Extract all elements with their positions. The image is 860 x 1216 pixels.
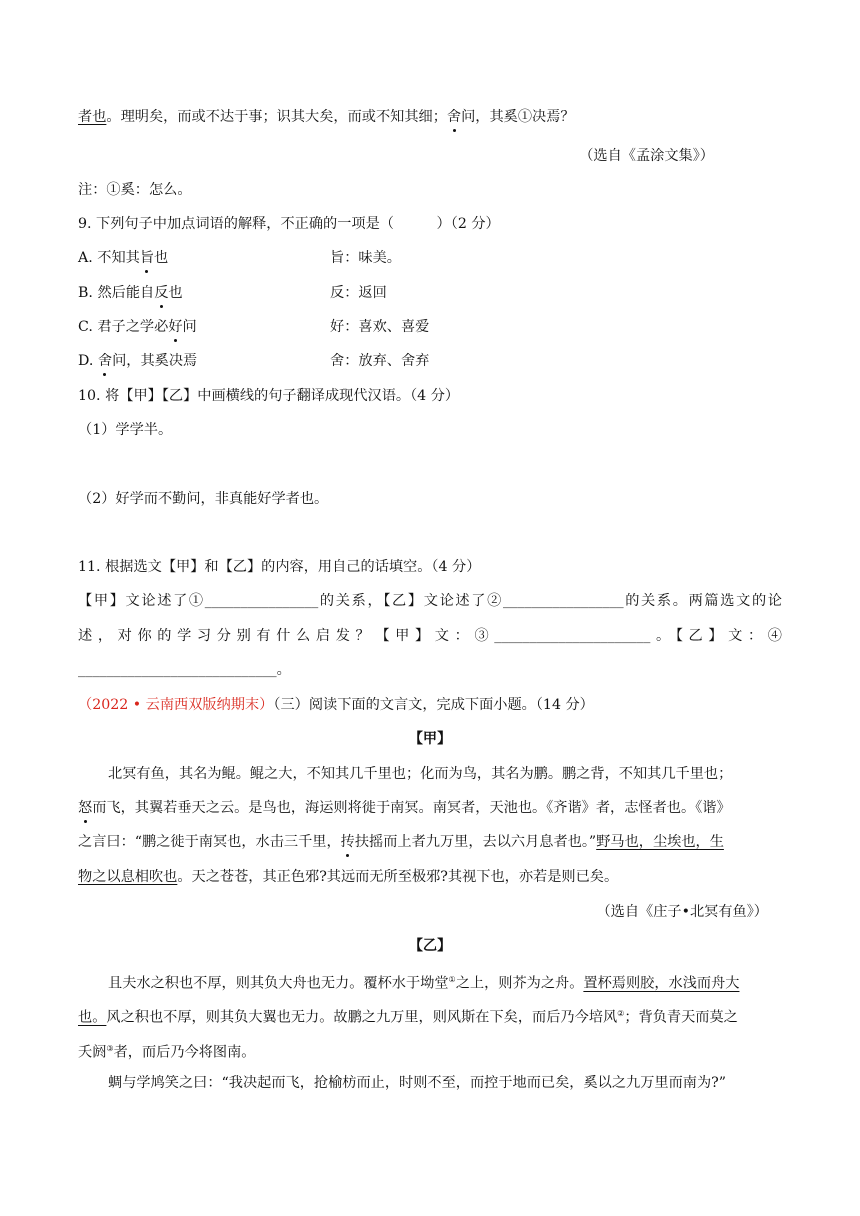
option-b: B. 然后能自反也 xyxy=(78,285,183,301)
footnote: 注：①奚：怎么。 xyxy=(78,182,192,198)
passage-yi-line-2: 也。风之积也不厚，则其负大翼也无力。故鹏之九万里，则风斯在下矣，而后乃今培风②；背负青天而莫之 xyxy=(78,1009,738,1026)
passage-yi-line-1: 且夫水之积也不厚，则其负大舟也无力。覆杯水于坳堂①之上，则芥为之舟。置杯焉则胶，水浅而舟大 xyxy=(108,975,740,992)
question-10-item-2: （2）好学而不勤问，非真能好学者也。 xyxy=(78,491,329,507)
option-a-answer: 旨：味美。 xyxy=(330,250,401,266)
dotted-character: 怒 xyxy=(78,800,93,816)
passage-jia-line-3: 之言曰：“鹏之徙于南冥也，水击三千里，抟扶摇而上者九万里，去以六月息者也。”野马也，尘埃也，生 xyxy=(78,834,724,850)
dotted-character: 抟 xyxy=(340,834,355,850)
passage-yi-title: 【乙】 xyxy=(408,938,452,954)
option-c: C. 君子之学必好问 xyxy=(78,319,197,335)
passage-jia-line-2: 怒而飞，其翼若垂天之云。是鸟也，海运则将徙于南冥。南冥者，天池也。《齐谐》者，志怪者也。《谐》 xyxy=(78,800,731,816)
underlined-sentence: 物之以息相吹也 xyxy=(78,869,178,885)
underlined-phrase: 者也 xyxy=(78,109,107,125)
dotted-character: 旨 xyxy=(139,250,155,266)
question-10-stem: 10. 将【甲】【乙】中画横线的句子翻译成现代汉语。（4 分） xyxy=(78,388,460,404)
dotted-character: 舍 xyxy=(446,109,462,125)
underlined-sentence: 置杯焉则胶，水浅而舟大 xyxy=(583,975,740,992)
option-d: D. 舍问，其奚决焉 xyxy=(78,353,198,369)
dotted-character: 反 xyxy=(154,285,169,301)
question-10-item-1: （1）学学半。 xyxy=(78,422,173,438)
passage-jia-source: （选自《庄子•北冥有鱼》） xyxy=(596,904,768,920)
question-9-stem: 9. 下列句子中加点词语的解释，不正确的一项是（ ）（2 分） xyxy=(78,216,500,232)
question-11-blank-line-1: 【甲】文论述了①________________的关系，【乙】文论述了②_________________的关系。两篇选文的论 xyxy=(78,593,782,609)
passage-end-line: 者也。理明矣，而或不达于事；识其大矣，而或不知其细；舍问，其奚①决焉？ xyxy=(78,109,575,125)
question-11-stem: 11. 根据选文【甲】和【乙】的内容，用自己的话填空。（4 分） xyxy=(78,559,481,575)
source-tag: （2022 • 云南西双版纳期末） xyxy=(78,697,274,713)
question-11-blank-line-3: ____________________________。 xyxy=(78,662,291,678)
underlined-sentence: 也。 xyxy=(78,1009,107,1026)
dotted-character: 舍 xyxy=(97,353,113,369)
underlined-sentence: 野马也，尘埃也，生 xyxy=(596,834,724,850)
dotted-character: 好 xyxy=(168,319,183,335)
option-d-answer: 舍：放弃、舍弃 xyxy=(330,353,430,369)
passage-source: （选自《孟涂文集》） xyxy=(579,148,714,164)
section-3-heading: （2022 • 云南西双版纳期末）（三）阅读下面的文言文，完成下面小题。（14 分） xyxy=(78,697,594,713)
question-11-blank-line-2: 述，对你的学习分别有什么启发？【甲】文：③______________________。【乙】文：④ xyxy=(78,628,782,644)
passage-jia-line-1: 北冥有鱼，其名为鲲。鲲之大，不知其几千里也；化而为鸟，其名为鹏。鹏之背，不知其几千里也； xyxy=(108,766,733,782)
passage-yi-line-4: 蜩与学鸠笑之曰：“我决起而飞，抢榆枋而止，时则不至，而控于地而已矣，奚以之九万里而南为?” xyxy=(108,1075,726,1091)
option-a: A. 不知其旨也 xyxy=(78,250,169,266)
passage-jia-title: 【甲】 xyxy=(408,731,452,747)
option-b-answer: 反：返回 xyxy=(330,285,387,301)
passage-yi-line-3: 夭阏③者，而后乃今将图南。 xyxy=(78,1044,256,1061)
passage-jia-line-4: 物之以息相吹也。天之苍苍，其正色邪?其远而无所至极邪?其视下也，亦若是则已矣。 xyxy=(78,869,619,885)
option-c-answer: 好：喜欢、喜爱 xyxy=(330,319,430,335)
